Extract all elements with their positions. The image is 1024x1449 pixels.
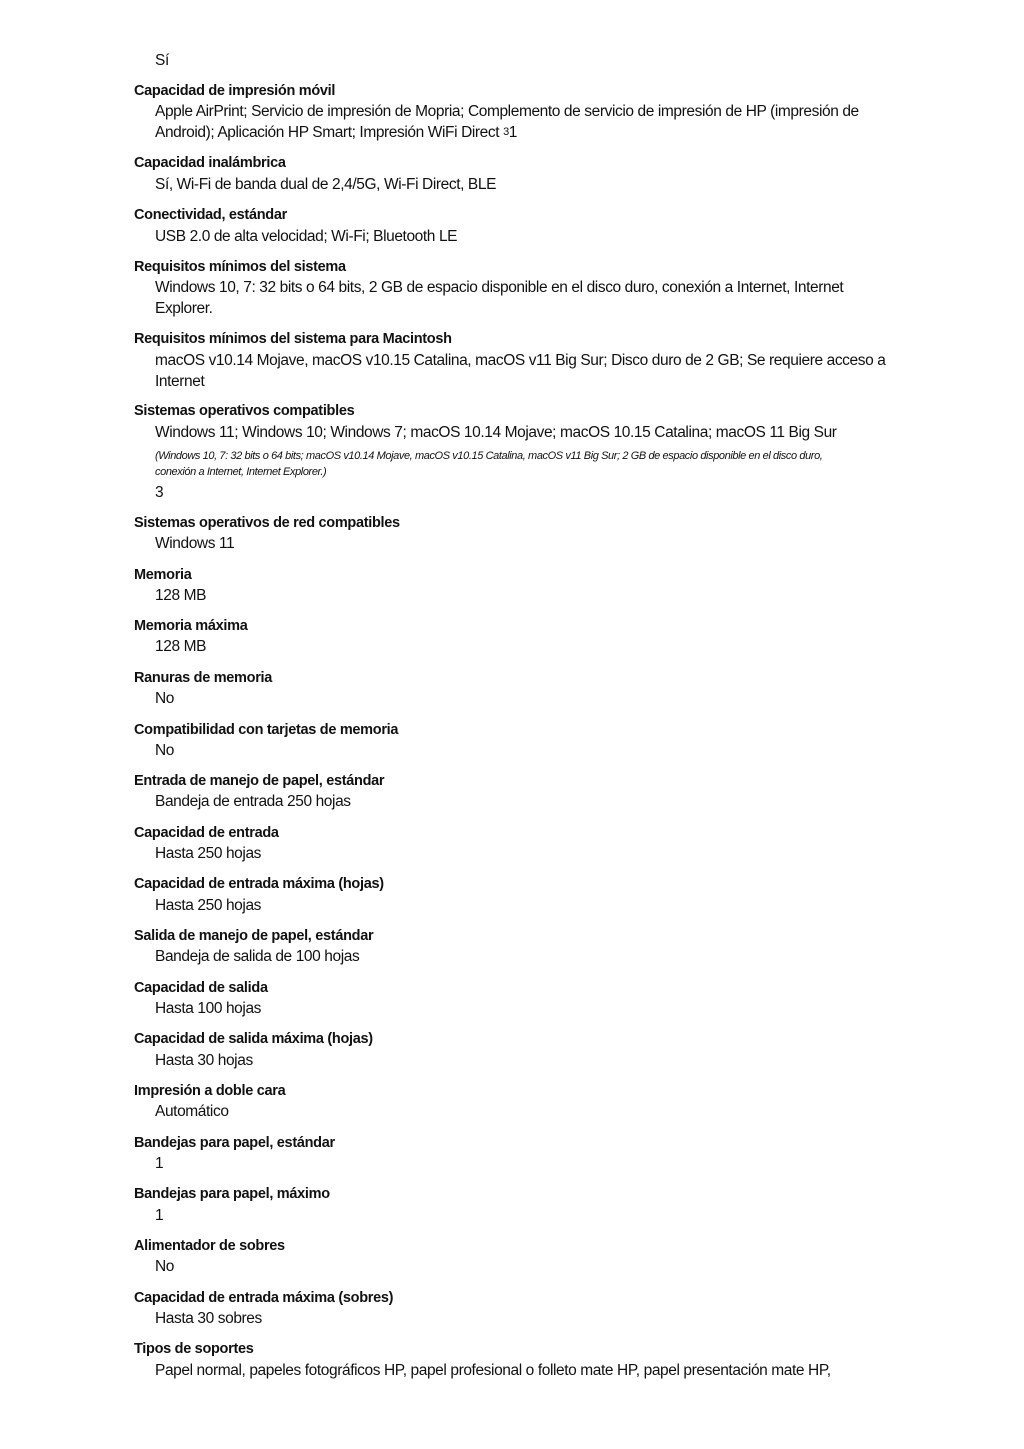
spec-label: Capacidad de salida máxima (hojas) (134, 1031, 373, 1047)
spec-label: Bandejas para papel, estándar (134, 1135, 335, 1151)
spec-value: Windows 10, 7: 32 bits o 64 bits, 2 GB de espacio disponible en el disco duro, conexión a Internet, Internet (155, 279, 844, 296)
spec-value: Hasta 250 hojas (155, 897, 262, 914)
intro-value: Sí (155, 52, 169, 69)
spec-label: Capacidad de entrada máxima (hojas) (134, 876, 384, 892)
spec-value: Bandeja de entrada 250 hojas (155, 793, 351, 810)
spec-label: Alimentador de sobres (134, 1238, 285, 1254)
spec-label: Impresión a doble cara (134, 1083, 286, 1099)
spec-value: Hasta 250 hojas (155, 845, 262, 862)
spec-value: Windows 11; Windows 10; Windows 7; macOS 10.14 Mojave; macOS 10.15 Catalina; macOS 11 Big Sur (155, 424, 837, 441)
spec-label: Compatibilidad con tarjetas de memoria (134, 722, 399, 738)
spec-value: macOS v10.14 Mojave, macOS v10.15 Catalina, macOS v11 Big Sur; Disco duro de 2 GB; Se requiere acceso a (155, 352, 886, 369)
spec-value: Sí, Wi-Fi de banda dual de 2,4/5G, Wi-Fi Direct, BLE (155, 176, 497, 193)
spec-label: Capacidad de entrada máxima (sobres) (134, 1290, 394, 1306)
spec-label: Salida de manejo de papel, estándar (134, 928, 374, 944)
spec-value: No (155, 690, 175, 707)
spec-value: No (155, 1258, 175, 1275)
spec-label: Capacidad inalámbrica (134, 155, 286, 171)
spec-value: Bandeja de salida de 100 hojas (155, 948, 360, 965)
spec-value: Automático (155, 1103, 229, 1120)
spec-label: Requisitos mínimos del sistema (134, 259, 346, 275)
spec-label: Tipos de soportes (134, 1341, 254, 1357)
spec-note: conexión a Internet, Internet Explorer.) (155, 466, 327, 478)
spec-value: Papel normal, papeles fotográficos HP, papel profesional o folleto mate HP, papel presentación mate HP, (155, 1362, 831, 1379)
spec-value (155, 124, 517, 142)
spec-value: Apple AirPrint; Servicio de impresión de Mopria; Complemento de servicio de impresión de HP (impresión de (155, 103, 859, 120)
spec-footnote: 3 (155, 484, 164, 501)
footnote-tail: 1 (508, 124, 518, 141)
spec-value: Explorer. (155, 300, 213, 317)
spec-value: Hasta 100 hojas (155, 1000, 262, 1017)
spec-value: Windows 11 (155, 535, 235, 552)
spec-label: Capacidad de entrada (134, 825, 279, 841)
spec-value: Internet (155, 373, 205, 390)
spec-label: Capacidad de salida (134, 980, 268, 996)
spec-value: No (155, 742, 175, 759)
spec-label: Sistemas operativos de red compatibles (134, 515, 400, 531)
spec-value: 128 MB (155, 638, 207, 655)
spec-note: (Windows 10, 7: 32 bits o 64 bits; macOS v10.14 Mojave, macOS v10.15 Catalina, macOS v11 Big Sur; 2 GB de espacio disponible en el disco duro, (155, 450, 823, 462)
spec-label: Conectividad, estándar (134, 207, 287, 223)
spec-value: Hasta 30 sobres (155, 1310, 262, 1327)
spec-value: USB 2.0 de alta velocidad; Wi-Fi; Bluetooth LE (155, 228, 458, 245)
spec-value-text: Android); Aplicación HP Smart; Impresión WiFi Direct (155, 124, 500, 141)
spec-value: Hasta 30 hojas (155, 1052, 253, 1069)
spec-value: 1 (155, 1155, 164, 1172)
spec-value: 128 MB (155, 587, 207, 604)
footnote-ref: 3 (503, 126, 509, 138)
spec-value: 1 (155, 1207, 164, 1224)
spec-label: Bandejas para papel, máximo (134, 1186, 330, 1202)
spec-label: Capacidad de impresión móvil (134, 83, 336, 99)
spec-label: Sistemas operativos compatibles (134, 403, 355, 419)
spec-label: Ranuras de memoria (134, 670, 273, 686)
spec-label: Memoria máxima (134, 618, 248, 634)
spec-label: Entrada de manejo de papel, estándar (134, 773, 385, 789)
spec-label: Memoria (134, 567, 192, 583)
spec-label: Requisitos mínimos del sistema para Macintosh (134, 331, 452, 347)
